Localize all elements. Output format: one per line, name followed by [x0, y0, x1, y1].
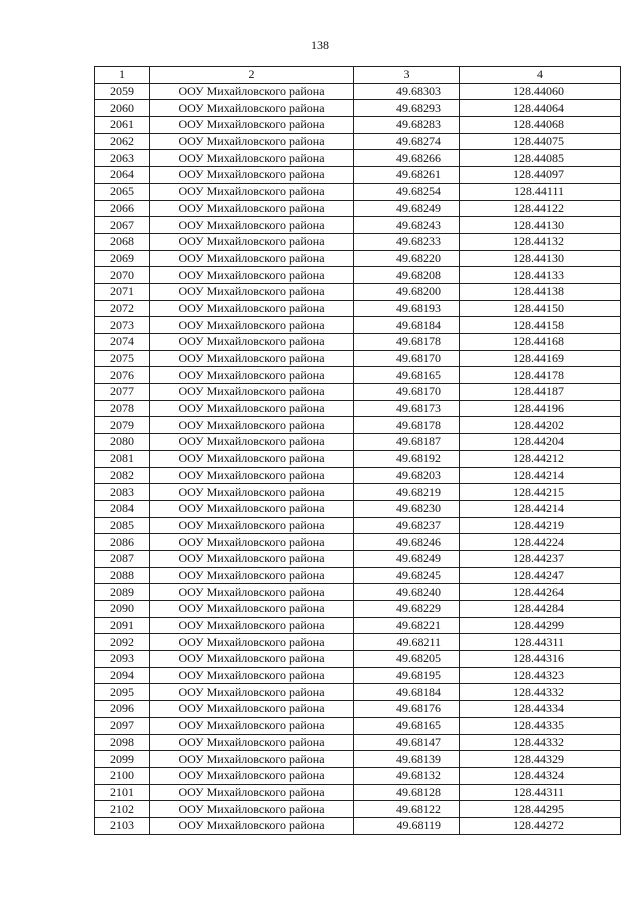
- row-name: ООУ Михайловского района: [150, 701, 354, 718]
- table-row: [95, 801, 621, 818]
- row-latitude: 49.68122: [354, 801, 460, 818]
- row-longitude: 128.44060: [460, 83, 621, 100]
- row-longitude: 128.44130: [460, 217, 621, 234]
- row-number: 2094: [95, 667, 150, 684]
- table-row: [95, 83, 621, 100]
- row-latitude: 49.68254: [354, 183, 460, 200]
- row-number: 2080: [95, 434, 150, 451]
- row-name: ООУ Михайловского района: [150, 784, 354, 801]
- table-row: [95, 484, 621, 501]
- table-row: [95, 384, 621, 401]
- row-longitude: 128.44219: [460, 517, 621, 534]
- row-latitude: 49.68240: [354, 584, 460, 601]
- row-longitude: 128.44324: [460, 767, 621, 784]
- row-name: ООУ Михайловского района: [150, 167, 354, 184]
- table-row: [95, 567, 621, 584]
- row-longitude: 128.44299: [460, 617, 621, 634]
- row-longitude: 128.44196: [460, 400, 621, 417]
- row-longitude: 128.44178: [460, 367, 621, 384]
- row-number: 2085: [95, 517, 150, 534]
- row-latitude: 49.68170: [354, 350, 460, 367]
- table-row: [95, 751, 621, 768]
- row-longitude: 128.44111: [460, 183, 621, 200]
- row-latitude: 49.68221: [354, 617, 460, 634]
- row-latitude: 49.68192: [354, 450, 460, 467]
- row-latitude: 49.68176: [354, 701, 460, 718]
- row-number: 2091: [95, 617, 150, 634]
- column-header-number: 1: [95, 67, 150, 84]
- table-row: [95, 283, 621, 300]
- row-name: ООУ Михайловского района: [150, 334, 354, 351]
- table-row: [95, 534, 621, 551]
- row-number: 2076: [95, 367, 150, 384]
- table-row: [95, 500, 621, 517]
- row-longitude: 128.44332: [460, 734, 621, 751]
- row-number: 2092: [95, 634, 150, 651]
- row-name: ООУ Михайловского района: [150, 517, 354, 534]
- table-body: [95, 83, 621, 834]
- row-number: 2083: [95, 484, 150, 501]
- row-name: ООУ Михайловского района: [150, 651, 354, 668]
- table-row: [95, 233, 621, 250]
- row-longitude: 128.44332: [460, 684, 621, 701]
- row-name: ООУ Михайловского района: [150, 751, 354, 768]
- row-number: 2097: [95, 717, 150, 734]
- row-number: 2100: [95, 767, 150, 784]
- row-longitude: 128.44237: [460, 550, 621, 567]
- row-latitude: 49.68139: [354, 751, 460, 768]
- row-longitude: 128.44311: [460, 784, 621, 801]
- row-number: 2087: [95, 550, 150, 567]
- row-name: ООУ Михайловского района: [150, 634, 354, 651]
- table-row: [95, 367, 621, 384]
- row-longitude: 128.44150: [460, 300, 621, 317]
- row-number: 2064: [95, 167, 150, 184]
- row-latitude: 49.68266: [354, 150, 460, 167]
- row-longitude: 128.44335: [460, 717, 621, 734]
- row-number: 2065: [95, 183, 150, 200]
- row-number: 2084: [95, 500, 150, 517]
- row-number: 2062: [95, 133, 150, 150]
- row-latitude: 49.68249: [354, 200, 460, 217]
- row-longitude: 128.44212: [460, 450, 621, 467]
- table-row: [95, 334, 621, 351]
- row-latitude: 49.68173: [354, 400, 460, 417]
- row-latitude: 49.68178: [354, 334, 460, 351]
- row-name: ООУ Михайловского района: [150, 601, 354, 618]
- row-number: 2088: [95, 567, 150, 584]
- row-name: ООУ Михайловского района: [150, 584, 354, 601]
- row-number: 2086: [95, 534, 150, 551]
- row-latitude: 49.68293: [354, 100, 460, 117]
- row-name: ООУ Михайловского района: [150, 550, 354, 567]
- row-number: 2074: [95, 334, 150, 351]
- row-name: ООУ Михайловского района: [150, 267, 354, 284]
- column-header-latitude: 3: [354, 67, 460, 84]
- table-row: [95, 717, 621, 734]
- row-number: 2072: [95, 300, 150, 317]
- table-row: [95, 651, 621, 668]
- row-number: 2082: [95, 467, 150, 484]
- row-number: 2059: [95, 83, 150, 100]
- table-row: [95, 100, 621, 117]
- row-latitude: 49.68245: [354, 567, 460, 584]
- table-row: [95, 634, 621, 651]
- row-longitude: 128.44130: [460, 250, 621, 267]
- row-longitude: 128.44068: [460, 117, 621, 134]
- table-row: [95, 317, 621, 334]
- row-longitude: 128.44097: [460, 167, 621, 184]
- row-number: 2098: [95, 734, 150, 751]
- row-longitude: 128.44264: [460, 584, 621, 601]
- table-row: [95, 467, 621, 484]
- row-name: ООУ Михайловского района: [150, 150, 354, 167]
- row-number: 2067: [95, 217, 150, 234]
- row-name: ООУ Михайловского района: [150, 400, 354, 417]
- row-latitude: 49.68208: [354, 267, 460, 284]
- table-row: [95, 767, 621, 784]
- row-latitude: 49.68237: [354, 517, 460, 534]
- row-longitude: 128.44214: [460, 500, 621, 517]
- table-row: [95, 400, 621, 417]
- table-row: [95, 217, 621, 234]
- table-row: [95, 667, 621, 684]
- row-name: ООУ Михайловского района: [150, 534, 354, 551]
- row-number: 2079: [95, 417, 150, 434]
- table-row: [95, 701, 621, 718]
- row-latitude: 49.68274: [354, 133, 460, 150]
- row-name: ООУ Михайловского района: [150, 233, 354, 250]
- row-longitude: 128.44138: [460, 283, 621, 300]
- column-header-longitude: 4: [460, 67, 621, 84]
- table-row: [95, 584, 621, 601]
- table-row: [95, 684, 621, 701]
- table-row: [95, 550, 621, 567]
- row-latitude: 49.68220: [354, 250, 460, 267]
- row-name: ООУ Михайловского района: [150, 667, 354, 684]
- table-row: [95, 417, 621, 434]
- row-longitude: 128.44122: [460, 200, 621, 217]
- row-name: ООУ Михайловского района: [150, 567, 354, 584]
- row-latitude: 49.68193: [354, 300, 460, 317]
- row-name: ООУ Михайловского района: [150, 250, 354, 267]
- column-header-name: 2: [150, 67, 354, 84]
- row-longitude: 128.44323: [460, 667, 621, 684]
- row-latitude: 49.68170: [354, 384, 460, 401]
- row-latitude: 49.68184: [354, 317, 460, 334]
- row-number: 2071: [95, 283, 150, 300]
- row-name: ООУ Михайловского района: [150, 117, 354, 134]
- row-name: ООУ Михайловского района: [150, 367, 354, 384]
- row-latitude: 49.68165: [354, 717, 460, 734]
- row-longitude: 128.44168: [460, 334, 621, 351]
- row-longitude: 128.44316: [460, 651, 621, 668]
- row-name: ООУ Михайловского района: [150, 100, 354, 117]
- table-row: [95, 517, 621, 534]
- coordinates-table: [94, 66, 621, 835]
- row-name: ООУ Михайловского района: [150, 801, 354, 818]
- row-latitude: 49.68203: [354, 467, 460, 484]
- row-latitude: 49.68283: [354, 117, 460, 134]
- row-number: 2075: [95, 350, 150, 367]
- row-latitude: 49.68249: [354, 550, 460, 567]
- row-number: 2060: [95, 100, 150, 117]
- table-row: [95, 150, 621, 167]
- row-name: ООУ Михайловского района: [150, 217, 354, 234]
- row-name: ООУ Михайловского района: [150, 350, 354, 367]
- row-name: ООУ Михайловского района: [150, 83, 354, 100]
- row-name: ООУ Михайловского района: [150, 384, 354, 401]
- row-number: 2102: [95, 801, 150, 818]
- row-name: ООУ Михайловского района: [150, 717, 354, 734]
- row-latitude: 49.68184: [354, 684, 460, 701]
- row-longitude: 128.44334: [460, 701, 621, 718]
- table-row: [95, 267, 621, 284]
- table-row: [95, 817, 621, 834]
- row-number: 2103: [95, 817, 150, 834]
- row-longitude: 128.44329: [460, 751, 621, 768]
- row-latitude: 49.68128: [354, 784, 460, 801]
- row-latitude: 49.68303: [354, 83, 460, 100]
- page-number: 138: [311, 38, 329, 52]
- table-row: [95, 434, 621, 451]
- row-number: 2069: [95, 250, 150, 267]
- row-number: 2078: [95, 400, 150, 417]
- row-number: 2095: [95, 684, 150, 701]
- row-longitude: 128.44169: [460, 350, 621, 367]
- row-name: ООУ Михайловского района: [150, 684, 354, 701]
- row-latitude: 49.68205: [354, 651, 460, 668]
- table-header: [95, 67, 621, 84]
- row-name: ООУ Михайловского района: [150, 484, 354, 501]
- row-latitude: 49.68132: [354, 767, 460, 784]
- row-number: 2099: [95, 751, 150, 768]
- row-latitude: 49.68178: [354, 417, 460, 434]
- row-latitude: 49.68211: [354, 634, 460, 651]
- table-row: [95, 350, 621, 367]
- row-longitude: 128.44064: [460, 100, 621, 117]
- row-name: ООУ Михайловского района: [150, 617, 354, 634]
- row-name: ООУ Михайловского района: [150, 283, 354, 300]
- header-row: [95, 67, 621, 84]
- row-number: 2063: [95, 150, 150, 167]
- row-name: ООУ Михайловского района: [150, 417, 354, 434]
- table-row: [95, 617, 621, 634]
- row-name: ООУ Михайловского района: [150, 183, 354, 200]
- row-longitude: 128.44311: [460, 634, 621, 651]
- table-row: [95, 300, 621, 317]
- row-name: ООУ Михайловского района: [150, 467, 354, 484]
- row-latitude: 49.68261: [354, 167, 460, 184]
- row-number: 2068: [95, 233, 150, 250]
- row-number: 2093: [95, 651, 150, 668]
- row-latitude: 49.68165: [354, 367, 460, 384]
- row-name: ООУ Михайловского района: [150, 300, 354, 317]
- row-name: ООУ Михайловского района: [150, 500, 354, 517]
- row-latitude: 49.68195: [354, 667, 460, 684]
- table-row: [95, 601, 621, 618]
- row-number: 2077: [95, 384, 150, 401]
- row-number: 2061: [95, 117, 150, 134]
- row-number: 2101: [95, 784, 150, 801]
- row-name: ООУ Михайловского района: [150, 450, 354, 467]
- row-name: ООУ Михайловского района: [150, 200, 354, 217]
- row-latitude: 49.68230: [354, 500, 460, 517]
- table-row: [95, 250, 621, 267]
- row-name: ООУ Михайловского района: [150, 767, 354, 784]
- row-longitude: 128.44224: [460, 534, 621, 551]
- row-longitude: 128.44284: [460, 601, 621, 618]
- row-longitude: 128.44085: [460, 150, 621, 167]
- table-row: [95, 734, 621, 751]
- row-latitude: 49.68229: [354, 601, 460, 618]
- row-longitude: 128.44202: [460, 417, 621, 434]
- row-number: 2089: [95, 584, 150, 601]
- row-number: 2096: [95, 701, 150, 718]
- row-longitude: 128.44132: [460, 233, 621, 250]
- table-row: [95, 117, 621, 134]
- row-latitude: 49.68233: [354, 233, 460, 250]
- row-name: ООУ Михайловского района: [150, 734, 354, 751]
- row-latitude: 49.68219: [354, 484, 460, 501]
- row-name: ООУ Михайловского района: [150, 817, 354, 834]
- table-row: [95, 133, 621, 150]
- row-longitude: 128.44214: [460, 467, 621, 484]
- row-latitude: 49.68243: [354, 217, 460, 234]
- row-latitude: 49.68187: [354, 434, 460, 451]
- row-longitude: 128.44295: [460, 801, 621, 818]
- row-number: 2066: [95, 200, 150, 217]
- row-name: ООУ Михайловского района: [150, 133, 354, 150]
- row-number: 2081: [95, 450, 150, 467]
- row-longitude: 128.44215: [460, 484, 621, 501]
- row-longitude: 128.44158: [460, 317, 621, 334]
- row-latitude: 49.68246: [354, 534, 460, 551]
- row-longitude: 128.44247: [460, 567, 621, 584]
- row-latitude: 49.68200: [354, 283, 460, 300]
- row-number: 2090: [95, 601, 150, 618]
- table-row: [95, 784, 621, 801]
- row-longitude: 128.44204: [460, 434, 621, 451]
- row-latitude: 49.68119: [354, 817, 460, 834]
- table-row: [95, 450, 621, 467]
- row-name: ООУ Михайловского района: [150, 434, 354, 451]
- table-row: [95, 167, 621, 184]
- table-row: [95, 183, 621, 200]
- row-longitude: 128.44075: [460, 133, 621, 150]
- row-number: 2073: [95, 317, 150, 334]
- row-latitude: 49.68147: [354, 734, 460, 751]
- row-number: 2070: [95, 267, 150, 284]
- row-longitude: 128.44272: [460, 817, 621, 834]
- row-name: ООУ Михайловского района: [150, 317, 354, 334]
- row-longitude: 128.44187: [460, 384, 621, 401]
- table-row: [95, 200, 621, 217]
- row-longitude: 128.44133: [460, 267, 621, 284]
